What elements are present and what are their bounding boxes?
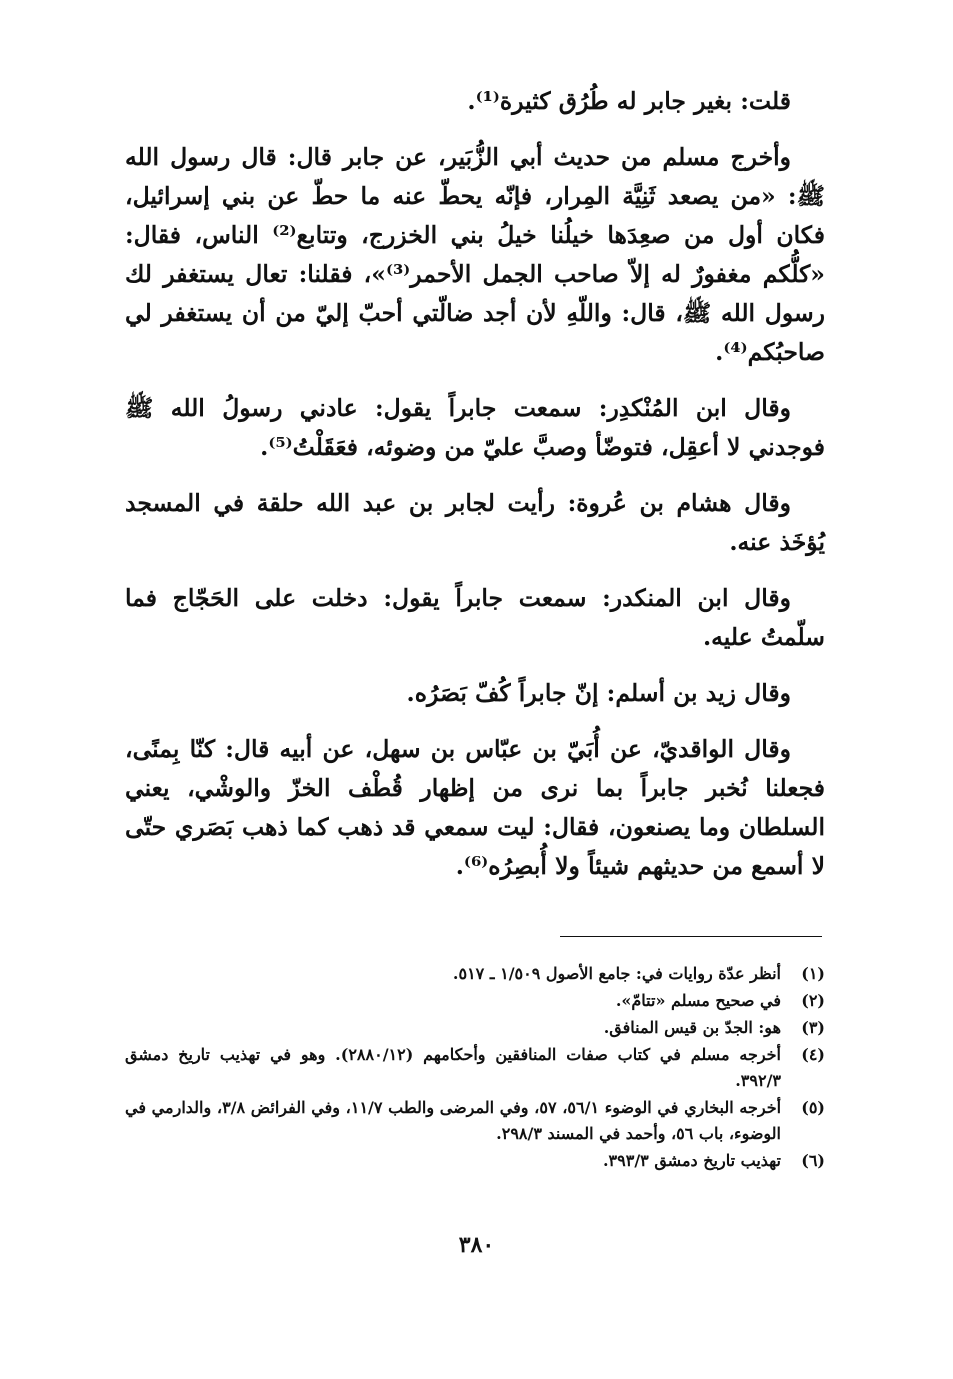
footnote-number: (٣) xyxy=(801,1018,825,1037)
footnote-text: أنظر عدّة روايات في: جامع الأصول ١/٥٠٩ ـ ٥١٧. xyxy=(452,964,781,983)
footnote-number: (٦) xyxy=(801,1151,825,1170)
footnote-separator xyxy=(560,936,822,937)
footnote-text: أخرجه البخاري في الوضوء ٥٦/١، ٥٧، وفي المرضى والطب ١١/٧، وفي الفرائض ٣/٨، والدارمي في الوضوء، باب ٥٦، وأحمد في المسند ٢٩٨/٣. xyxy=(125,1098,782,1143)
paragraph: وقال هشام بن عُروة: رأيت لجابر بن عبد الله حلقة في المسجد يُؤخَذ عنه. xyxy=(125,489,825,556)
footnote xyxy=(125,1015,825,1041)
paragraph: وقال زيد بن أسلم: إنّ جابراً كُفّ بَصَرُه. xyxy=(406,679,791,707)
paragraph: وقال ابن المنكدر: سمعت جابراً يقول: دخلت على الحَجّاج فما سلّمتُ عليه. xyxy=(125,584,825,651)
footnote xyxy=(125,961,825,987)
paragraph: قلت: بغير جابر له طُرُق كثيرة⁽¹⁾. xyxy=(467,87,791,115)
main-text xyxy=(125,82,825,903)
footnote-text: أخرجه مسلم في كتاب صفات المنافقين وأحكامهم (٢٨٨٠/١٢). وهو في تهذيب تاريخ دمشق ٣٩٢/٣. xyxy=(125,1045,781,1090)
footnote-text: هو: الجدّ بن قيس المنافق. xyxy=(603,1018,781,1037)
footnote-text: في صحيح مسلم «تتامّ». xyxy=(615,991,781,1010)
footnote-number: (٢) xyxy=(801,991,825,1010)
paragraph: وقال الواقديّ، عن أُبَيّ بن عبّاس بن سهل، عن أبيه قال: كنّا بِمنًى، فجعلنا نُخبر جابراً بما نرى من إظهار قُطْف الخزّ والوشْي، يعني السلطان وما يصنعون، فقال: ليت سمعي قد ذهب كما ذهب بَصَري حتّى لا أسمع من حديثهم شيئاً ولا أُبصِرُه⁽⁶⁾. xyxy=(125,735,825,880)
footnote xyxy=(125,1148,825,1174)
footnote-number: (١) xyxy=(801,964,825,983)
footnote-text: تهذيب تاريخ دمشق ٣٩٣/٣. xyxy=(602,1151,781,1170)
paragraph: وأخرج مسلم من حديث أبي الزُّبَير، عن جابر قال: قال رسول الله ﷺ: «من يصعد ثَنِيَّة المِرار، فإنّه يحطّ عنه ما حطّ عن بني إسرائيل، فكان أول من صعِدَها خيلُنا خيلُ بني الخزرج، وتتابع⁽²⁾ الناس، فقال: «كلُّكم مغفورٌ له إلاّ صاحب الجمل الأحمر⁽³⁾»، فقلنا: تعال يستغفر لك رسول الله ﷺ، قال: واللّهِ لأن أجد ضالّتي أحبّ إليّ من أن يستغفر لي صاحبُكم⁽⁴⁾. xyxy=(125,143,826,366)
footnote-number: (٤) xyxy=(801,1045,825,1064)
footnotes xyxy=(125,961,825,1175)
footnote xyxy=(125,1095,825,1147)
footnote xyxy=(125,1042,825,1094)
page-number: ٣٨٠ xyxy=(458,1232,495,1258)
footnote-number: (٥) xyxy=(801,1098,825,1117)
paragraph: وقال ابن المُنْكدِر: سمعت جابراً يقول: عادني رسولُ الله ﷺ فوجدني لا أعقِل، فتوضّأ وصبَّ عليّ من وضوئه، فعَقَلْتُ⁽⁵⁾. xyxy=(125,394,825,461)
footnote xyxy=(125,988,825,1014)
